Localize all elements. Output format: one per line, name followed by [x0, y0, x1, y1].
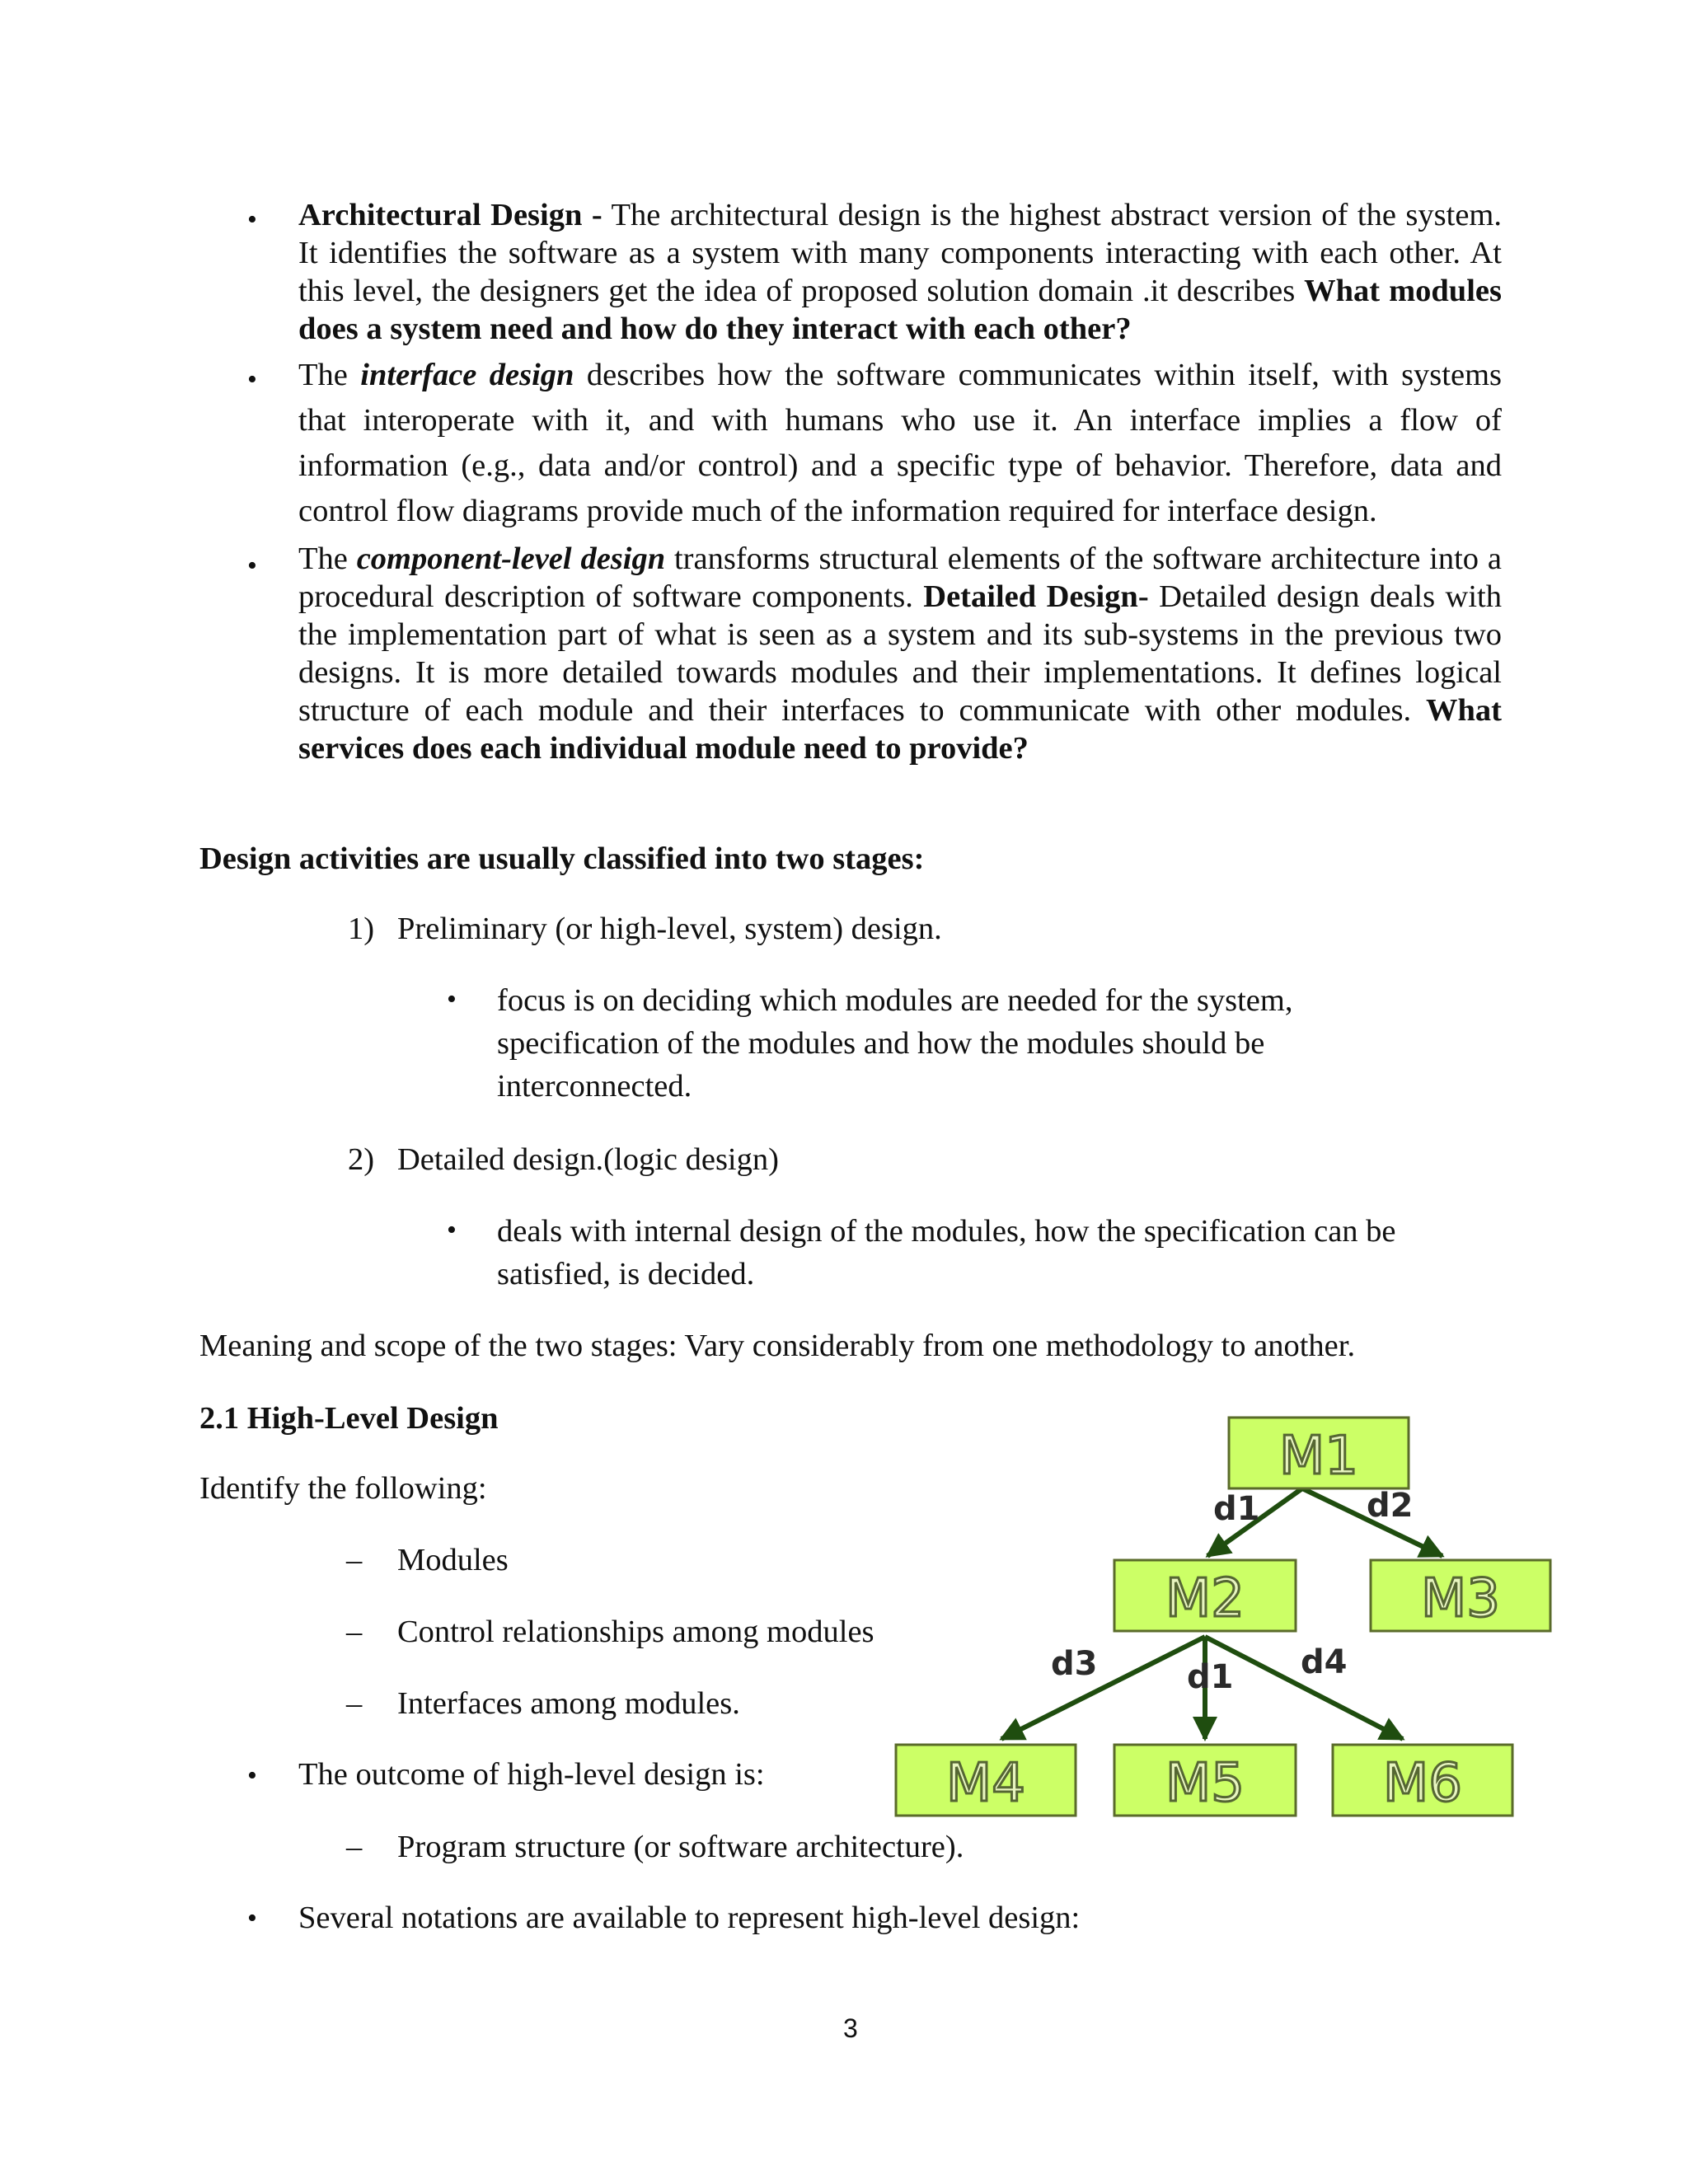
edge-label-d1-mid: d1: [1187, 1658, 1234, 1696]
stage2-number: 2): [348, 1142, 375, 1177]
interface-design-paragraph: [298, 353, 1502, 534]
edge-label-d3: d3: [1051, 1645, 1098, 1683]
stages-heading: Design activities are usually classified into two stages:: [199, 841, 925, 876]
bullet-dot: •: [247, 1760, 257, 1791]
component-design-text: transforms structural elements of the software architecture into a procedural description of software components.: [298, 541, 1502, 614]
interface-design-term: interface design: [360, 358, 574, 392]
module-label-m5: M5: [1165, 1753, 1245, 1814]
section-title: 2.1 High-Level Design: [199, 1401, 499, 1436]
module-hierarchy-diagram: [890, 1409, 1558, 1821]
stage1-bullet-line-3: interconnected.: [497, 1069, 692, 1104]
module-label-m4: M4: [946, 1753, 1025, 1814]
stage2-title: Detailed design.(logic design): [397, 1142, 779, 1177]
outcome-line: The outcome of high-level design is:: [298, 1757, 765, 1792]
identify-item-modules: Modules: [397, 1543, 509, 1577]
module-label-m6: M6: [1383, 1753, 1462, 1814]
detailed-design-text: Detailed design deals with the implementation part of what is seen as a system and its sub-systems in the previous two designs. It is more detailed towards modules and their implementations. It defines logical structure of each module and their interfaces to communicate with other modules.: [298, 579, 1502, 728]
stage2-bullet-line-1: deals with internal design of the modules, how the specification can be: [497, 1214, 1396, 1249]
module-label-m2: M2: [1165, 1568, 1245, 1629]
meaning-line: Meaning and scope of the two stages: Vary considerably from one methodology to another.: [199, 1329, 1356, 1363]
bullet-dot: •: [247, 1903, 257, 1933]
architectural-design-paragraph: [298, 196, 1502, 348]
edge-label-d4: d4: [1301, 1643, 1348, 1681]
interface-design-text: describes how the software communicates within itself, with systems that interoperate with it, and with humans who use it. An interface implies a flow of information (e.g., data and/or control) and a specific type of behavior. Therefore, data and control flow diagrams provide much of the information required for interface design.: [298, 358, 1502, 528]
bullet-dot: •: [447, 984, 457, 1015]
identify-label: Identify the following:: [199, 1471, 487, 1506]
architectural-design-question: What modules does a system need and how do they interact with each other?: [298, 274, 1502, 346]
dash-marker: –: [346, 1686, 363, 1721]
detailed-design-term: Detailed Design-: [923, 579, 1149, 614]
identify-item-interfaces: Interfaces among modules.: [397, 1686, 740, 1721]
architectural-design-text: The architectural design is the highest abstract version of the system. It identifies the software as a system with many components interacting with each other. At this level, the designers get the idea of proposed solution domain .it describes: [298, 198, 1502, 308]
interface-design-prefix: The: [298, 358, 361, 392]
dash-marker: –: [346, 1830, 363, 1864]
stage2-bullet-line-2: satisfied, is decided.: [497, 1257, 755, 1291]
dash-marker: –: [346, 1543, 363, 1577]
module-label-m1: M1: [1279, 1426, 1358, 1487]
notations-line: Several notations are available to represent high-level design:: [298, 1900, 1081, 1935]
edge-label-d2: d2: [1367, 1487, 1414, 1525]
edge-label-d1-top: d1: [1213, 1490, 1260, 1528]
component-design-question: What services does each individual module need to provide?: [298, 693, 1502, 766]
bullet-dot: •: [247, 204, 257, 235]
stage1-bullet-line-2: specification of the modules and how the modules should be: [497, 1026, 1265, 1061]
page-number: 3: [843, 2013, 858, 2043]
component-design-prefix: The: [298, 541, 357, 576]
bullet-dot: •: [247, 364, 257, 395]
dash-marker: –: [346, 1615, 363, 1649]
edge-m2-m4: [1001, 1637, 1205, 1739]
architectural-design-term: Architectural Design -: [298, 198, 603, 232]
outcome-item: Program structure (or software architecture).: [397, 1830, 964, 1864]
component-level-design-paragraph: [298, 540, 1502, 767]
stage1-title: Preliminary (or high-level, system) design.: [397, 912, 942, 946]
identify-item-control: Control relationships among modules: [397, 1615, 874, 1649]
stage1-number: 1): [348, 912, 375, 946]
component-design-term: component-level design: [356, 541, 666, 576]
module-label-m3: M3: [1421, 1568, 1500, 1629]
bullet-dot: •: [247, 551, 257, 581]
bullet-dot: •: [447, 1215, 457, 1245]
stage1-bullet-line-1: focus is on deciding which modules are needed for the system,: [497, 983, 1293, 1018]
